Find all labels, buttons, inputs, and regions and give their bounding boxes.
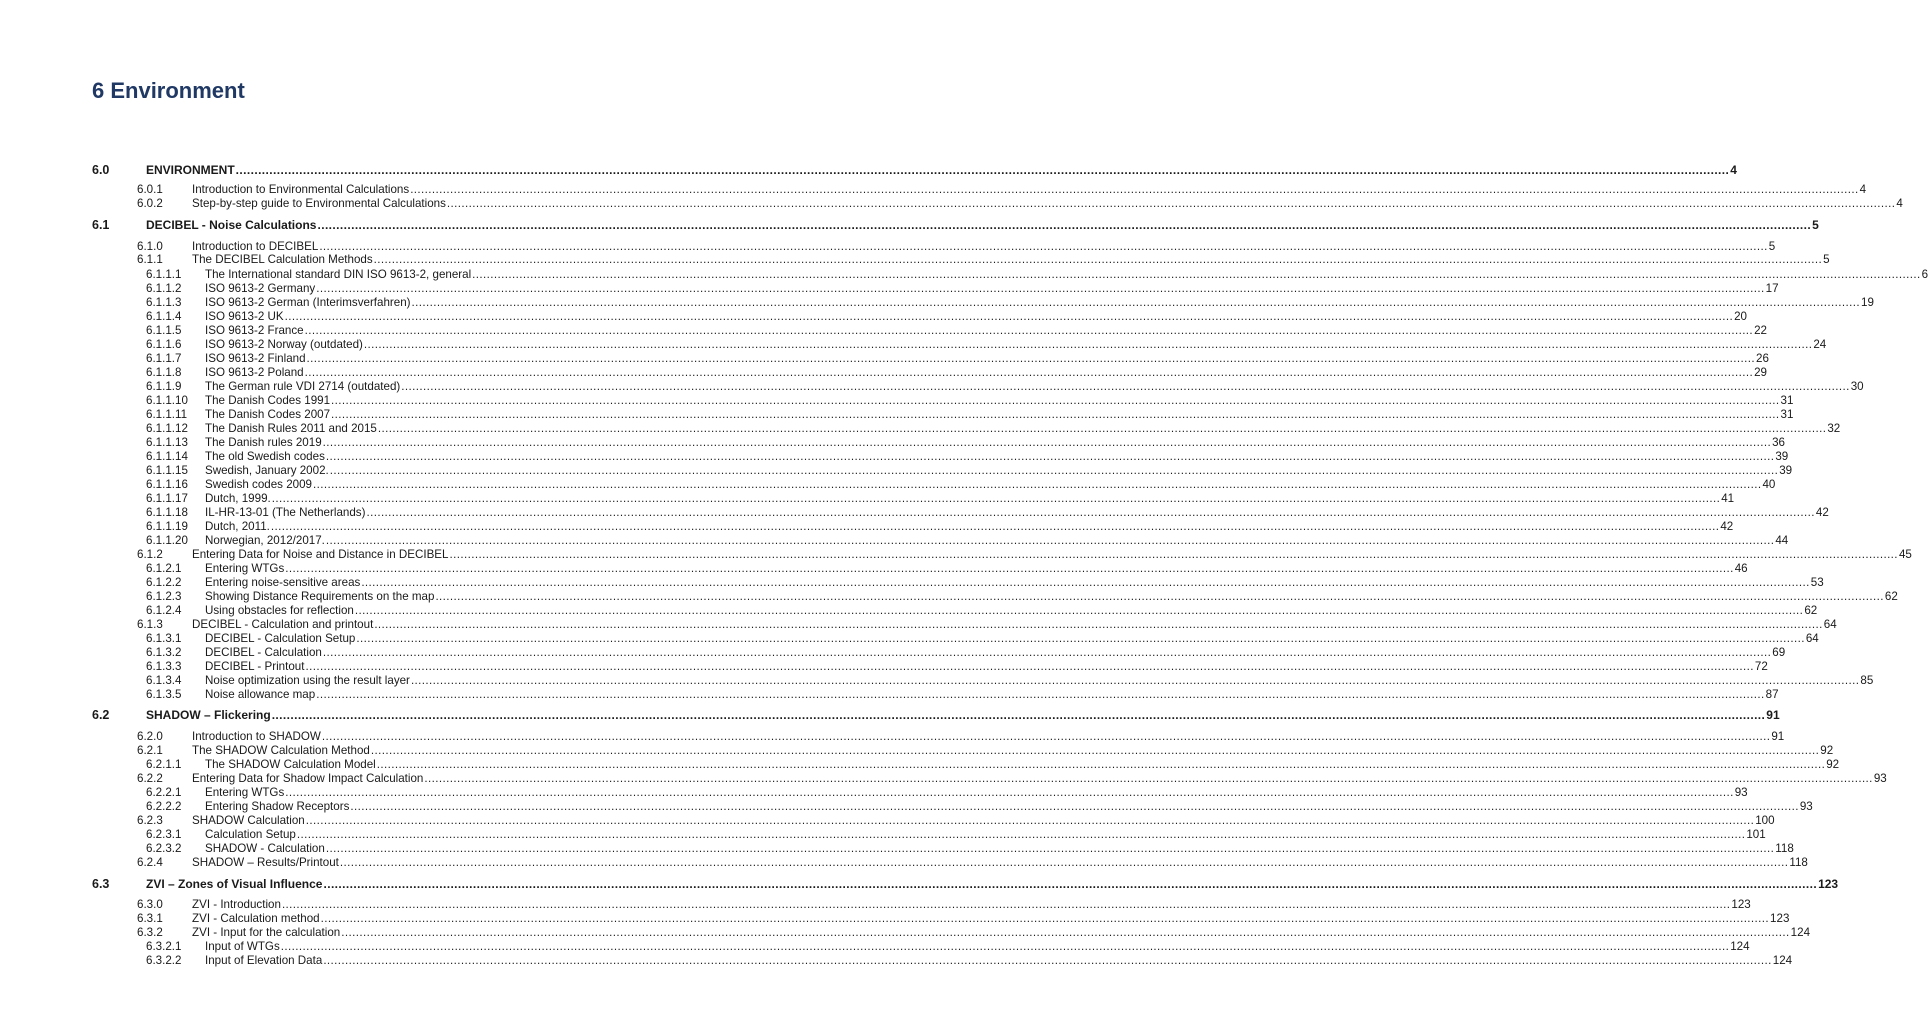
- toc-entry[interactable]: [137, 548, 1912, 562]
- toc-entry-page-number[interactable]: 42: [1815, 506, 1829, 519]
- toc-entry[interactable]: [146, 436, 1786, 450]
- toc-entry-title[interactable]: Entering Data for Shadow Impact Calculation: [192, 772, 424, 785]
- toc-entry-title[interactable]: Showing Distance Requirements on the map: [205, 590, 435, 603]
- toc-entry[interactable]: [146, 828, 1766, 842]
- toc-entry-number: 6.3.1: [137, 912, 163, 925]
- toc-entry-number: 6.3.2.2: [146, 954, 182, 967]
- toc-entry-page-number[interactable]: 31: [1780, 394, 1794, 407]
- toc-entry[interactable]: [146, 646, 1786, 660]
- toc-entry[interactable]: [137, 618, 1837, 632]
- dot-leader: ................................................................................................................................................................................................................................................................................................................................................................................................................: [373, 253, 1823, 266]
- toc-entry-title[interactable]: ZVI - Introduction: [192, 898, 281, 911]
- toc-entry[interactable]: [146, 310, 1747, 324]
- toc-entry-title[interactable]: ISO 9613-2 Germany: [205, 282, 316, 295]
- dot-leader: ................................................................................................................................................................................................................................................................................................................................................................................................................: [320, 912, 1770, 925]
- toc-entry-page-number[interactable]: 69: [1772, 646, 1786, 659]
- toc-entry[interactable]: [137, 240, 1776, 254]
- dot-leader: ................................................................................................................................................................................................................................................................................................................................................................................................................: [339, 856, 1789, 869]
- toc-entry-number: 6.1: [92, 218, 110, 232]
- toc-entry-number: 6.1.1.14: [146, 450, 188, 463]
- dot-leader: ................................................................................................................................................................................................................................................................................................................................................................................................................: [435, 590, 1884, 603]
- toc-entry-number: 6.2.3.1: [146, 828, 182, 841]
- toc-entry-page-number[interactable]: 92: [1826, 758, 1840, 771]
- dot-leader: ................................................................................................................................................................................................................................................................................................................................................................................................................: [354, 604, 1804, 617]
- toc-entry-number: 6.1.1.16: [146, 478, 188, 491]
- toc-entry-page-number[interactable]: 93: [1734, 786, 1748, 799]
- toc-entry-number: 6.1.1.11: [146, 408, 188, 421]
- toc-entry[interactable]: [146, 576, 1824, 590]
- dot-leader: ................................................................................................................................................................................................................................................................................................................................................................................................................: [296, 828, 1746, 841]
- toc-entry-page-number[interactable]: 29: [1754, 366, 1767, 379]
- toc-entry-title[interactable]: DECIBEL - Printout: [205, 660, 305, 673]
- toc-entry-title[interactable]: The Danish rules 2019: [205, 436, 322, 449]
- toc-entry-title[interactable]: ZVI - Input for the calculation: [192, 926, 341, 939]
- dot-leader: ................................................................................................................................................................................................................................................................................................................................................................................................................: [410, 183, 1859, 196]
- toc-entry-title[interactable]: ISO 9613-2 German (Interimsverfahren): [205, 296, 411, 309]
- toc-entry-page-number[interactable]: 39: [1779, 464, 1793, 477]
- toc-entry[interactable]: [137, 912, 1790, 926]
- toc-entry-page-number[interactable]: 6: [1921, 268, 1928, 281]
- toc-entry-number: 6.3: [92, 877, 110, 891]
- toc-entry-number: 6.1.1.20: [146, 534, 188, 547]
- toc-entry[interactable]: [137, 814, 1775, 828]
- toc-entry-page-number[interactable]: 32: [1827, 422, 1841, 435]
- toc-entry-number: 6.2.2.1: [146, 786, 182, 799]
- toc-entry-number: 6.2.4: [137, 856, 163, 869]
- dot-leader: ................................................................................................................................................................................................................................................................................................................................................................................................................: [316, 688, 1765, 701]
- toc-entry-number: 6.1.1.6: [146, 338, 182, 351]
- toc-entry[interactable]: [146, 562, 1748, 576]
- toc-entry-number: 6.1.3: [137, 618, 163, 631]
- toc-entry-number: 6.1.1.9: [146, 380, 182, 393]
- toc-entry-page-number[interactable]: 85: [1860, 674, 1874, 687]
- toc-entry-number: 6.1.2.1: [146, 562, 182, 575]
- toc-entry[interactable]: [92, 218, 1819, 232]
- toc-entry[interactable]: [137, 898, 1751, 912]
- toc-entry[interactable]: [146, 268, 1928, 282]
- toc-entry[interactable]: [137, 253, 1830, 267]
- dot-leader: ................................................................................................................................................................................................................................................................................................................................................................................................................: [271, 492, 1721, 505]
- dot-leader: ................................................................................................................................................................................................................................................................................................................................................................................................................: [323, 954, 1772, 967]
- chapter-title: 6 Environment: [92, 78, 245, 103]
- dot-leader: ................................................................................................................................................................................................................................................................................................................................................................................................................: [401, 380, 1850, 393]
- dot-leader: ................................................................................................................................................................................................................................................................................................................................................................................................................: [313, 478, 1762, 491]
- toc-entry-page-number[interactable]: 64: [1805, 632, 1819, 645]
- toc-entry-title[interactable]: The DECIBEL Calculation Methods: [192, 253, 373, 266]
- toc-entry-page-number[interactable]: 92: [1820, 744, 1834, 757]
- toc-entry-page-number[interactable]: 19: [1861, 296, 1874, 309]
- toc-entry[interactable]: [92, 877, 1839, 891]
- dot-leader: ................................................................................................................................................................................................................................................................................................................................................................................................................: [331, 394, 1780, 407]
- toc-entry-page-number[interactable]: 118: [1775, 842, 1794, 855]
- dot-leader: ................................................................................................................................................................................................................................................................................................................................................................................................................: [304, 324, 1754, 337]
- toc-entry-number: 6.1.1.15: [146, 464, 188, 477]
- toc-entry-number: 6.1.1.2: [146, 282, 182, 295]
- toc-entry-number: 6.2.3.2: [146, 842, 182, 855]
- toc-entry-number: 6.1.1.8: [146, 366, 182, 379]
- toc-entry-title[interactable]: DECIBEL - Calculation and printout: [192, 618, 374, 631]
- toc-entry-page-number[interactable]: 40: [1762, 478, 1776, 491]
- dot-leader: ................................................................................................................................................................................................................................................................................................................................................................................................................: [280, 940, 1730, 953]
- toc-entry[interactable]: [146, 632, 1819, 646]
- toc-entry-page-number[interactable]: 91: [1771, 730, 1785, 743]
- toc-entry-title[interactable]: SHADOW – Results/Printout: [192, 856, 339, 869]
- toc-entry-number: 6.1.3.2: [146, 646, 182, 659]
- toc-entry-title[interactable]: SHADOW Calculation: [192, 814, 305, 827]
- toc-entry[interactable]: [146, 534, 1789, 548]
- toc-entry[interactable]: [146, 604, 1818, 618]
- toc-entry[interactable]: [146, 324, 1767, 338]
- toc-entry-title[interactable]: Noise optimization using the result layer: [205, 674, 410, 687]
- toc-entry-number: 6.0.1: [137, 183, 163, 196]
- toc-entry-title[interactable]: The Danish Rules 2011 and 2015: [205, 422, 377, 435]
- toc-entry-page-number[interactable]: 17: [1765, 282, 1779, 295]
- toc-entry-page-number[interactable]: 124: [1790, 926, 1811, 939]
- toc-entry[interactable]: [146, 758, 1840, 772]
- toc-entry[interactable]: [146, 338, 1827, 352]
- toc-entry-page-number[interactable]: 24: [1813, 338, 1827, 351]
- toc-entry-number: 6.3.2.1: [146, 940, 182, 953]
- toc-entry-page-number[interactable]: 53: [1810, 576, 1824, 589]
- dot-leader: ................................................................................................................................................................................................................................................................................................................................................................................................................: [281, 898, 1731, 911]
- toc-entry-title[interactable]: Input of WTGs: [205, 940, 280, 953]
- toc-entry-title[interactable]: Introduction to SHADOW: [192, 730, 321, 743]
- dot-leader: ................................................................................................................................................................................................................................................................................................................................................................................................................: [235, 163, 1730, 177]
- dot-leader: ................................................................................................................................................................................................................................................................................................................................................................................................................: [304, 366, 1754, 379]
- dot-leader: ................................................................................................................................................................................................................................................................................................................................................................................................................: [446, 197, 1896, 210]
- toc-entry-number: 6.1.1.1: [146, 268, 182, 281]
- toc-entry[interactable]: [92, 708, 1780, 722]
- toc-entry-page-number[interactable]: 46: [1734, 562, 1748, 575]
- toc-entry-page-number[interactable]: 101: [1746, 828, 1766, 841]
- toc-entry-number: 6.2.2: [137, 772, 163, 785]
- toc-entry-page-number[interactable]: 30: [1850, 380, 1864, 393]
- toc-entry-page-number[interactable]: 26: [1756, 352, 1769, 365]
- toc-entry[interactable]: [146, 842, 1794, 856]
- toc-entry-title[interactable]: ISO 9613-2 Finland: [205, 352, 306, 365]
- toc-entry-number: 6.1.2.4: [146, 604, 182, 617]
- toc-entry-title[interactable]: Input of Elevation Data: [205, 954, 323, 967]
- dot-leader: ................................................................................................................................................................................................................................................................................................................................................................................................................: [361, 576, 1810, 589]
- toc-entry[interactable]: [146, 954, 1793, 968]
- toc-entry-number: 6.1.1.18: [146, 506, 188, 519]
- toc-entry[interactable]: [146, 660, 1768, 674]
- toc-entry-number: 6.1.1.17: [146, 492, 188, 505]
- dot-leader: ................................................................................................................................................................................................................................................................................................................................................................................................................: [411, 296, 1860, 309]
- toc-entry-number: 6.1.1.4: [146, 310, 182, 323]
- toc-entry[interactable]: [146, 366, 1767, 380]
- toc-entry-number: 6.2.1: [137, 744, 163, 757]
- dot-leader: ................................................................................................................................................................................................................................................................................................................................................................................................................: [325, 842, 1775, 855]
- toc-entry[interactable]: [146, 282, 1779, 296]
- toc-entry-title[interactable]: ISO 9613-2 Norway (outdated): [205, 338, 363, 351]
- dot-leader: ................................................................................................................................................................................................................................................................................................................................................................................................................: [350, 800, 1799, 813]
- toc-entry-number: 6.2: [92, 708, 110, 722]
- toc-entry-title[interactable]: The International standard DIN ISO 9613-2, general: [205, 268, 472, 281]
- toc-entry-number: 6.1.3.4: [146, 674, 182, 687]
- toc-entry-page-number[interactable]: 20: [1734, 310, 1747, 323]
- dot-leader: ................................................................................................................................................................................................................................................................................................................................................................................................................: [325, 534, 1775, 547]
- dot-leader: ................................................................................................................................................................................................................................................................................................................................................................................................................: [306, 352, 1755, 365]
- dot-leader: ................................................................................................................................................................................................................................................................................................................................................................................................................: [366, 506, 1815, 519]
- toc-entry-number: 6.1.1.13: [146, 436, 188, 449]
- dot-leader: ................................................................................................................................................................................................................................................................................................................................................................................................................: [424, 772, 1873, 785]
- toc-entry-title[interactable]: Swedish codes 2009: [205, 478, 312, 491]
- toc-entry-number: 6.3.0: [137, 898, 163, 911]
- dot-leader: ................................................................................................................................................................................................................................................................................................................................................................................................................: [316, 282, 1765, 295]
- toc-entry[interactable]: [146, 394, 1794, 408]
- toc-entry-number: 6.2.3: [137, 814, 163, 827]
- dot-leader: ................................................................................................................................................................................................................................................................................................................................................................................................................: [285, 786, 1734, 799]
- toc-entry-number: 6.3.2: [137, 926, 163, 939]
- toc-entry-title[interactable]: Entering WTGs: [205, 562, 285, 575]
- toc-entry-page-number[interactable]: 5: [1812, 218, 1819, 232]
- toc-entry-page-number[interactable]: 39: [1775, 450, 1789, 463]
- dot-leader: ................................................................................................................................................................................................................................................................................................................................................................................................................: [322, 646, 1772, 659]
- dot-leader: ................................................................................................................................................................................................................................................................................................................................................................................................................: [377, 422, 1827, 435]
- toc-entry-number: 6.0: [92, 163, 110, 177]
- toc-entry[interactable]: [137, 730, 1785, 744]
- toc-entry-page-number[interactable]: 93: [1799, 800, 1813, 813]
- dot-leader: ................................................................................................................................................................................................................................................................................................................................................................................................................: [356, 632, 1805, 645]
- toc-entry-page-number[interactable]: 5: [1768, 240, 1776, 253]
- toc-entry-page-number[interactable]: 87: [1765, 688, 1779, 701]
- toc-entry-number: 6.1.1: [137, 253, 163, 266]
- toc-entry[interactable]: [146, 506, 1829, 520]
- toc-entry-number: 6.1.1.19: [146, 520, 188, 533]
- toc-entry-title[interactable]: DECIBEL - Calculation: [205, 646, 322, 659]
- toc-entry[interactable]: [146, 688, 1779, 702]
- toc-entry[interactable]: [146, 520, 1734, 534]
- toc-entry-page-number[interactable]: 100: [1755, 814, 1775, 827]
- toc-entry-title[interactable]: Norwegian, 2012/2017.: [205, 534, 325, 547]
- toc-entry-title[interactable]: IL-HR-13-01 (The Netherlands): [205, 506, 366, 519]
- toc-entry[interactable]: [146, 464, 1793, 478]
- toc-entry-page-number[interactable]: 62: [1884, 590, 1898, 603]
- dot-leader: ................................................................................................................................................................................................................................................................................................................................................................................................................: [341, 926, 1790, 939]
- dot-leader: ................................................................................................................................................................................................................................................................................................................................................................................................................: [305, 660, 1754, 673]
- toc-entry[interactable]: [146, 380, 1864, 394]
- dot-leader: ................................................................................................................................................................................................................................................................................................................................................................................................................: [449, 548, 1898, 561]
- toc-entry-title[interactable]: The SHADOW Calculation Model: [205, 758, 376, 771]
- dot-leader: ................................................................................................................................................................................................................................................................................................................................................................................................................: [329, 464, 1779, 477]
- toc-entry-page-number[interactable]: 41: [1721, 492, 1735, 505]
- dot-leader: ................................................................................................................................................................................................................................................................................................................................................................................................................: [285, 562, 1734, 575]
- toc-entry-page-number[interactable]: 42: [1720, 520, 1734, 533]
- toc-entry-title[interactable]: Entering WTGs: [205, 786, 285, 799]
- toc-entry-number: 6.1.1.3: [146, 296, 182, 309]
- toc-entry-title[interactable]: Entering Data for Noise and Distance in DECIBEL: [192, 548, 449, 561]
- dot-leader: ................................................................................................................................................................................................................................................................................................................................................................................................................: [284, 310, 1734, 323]
- toc-entry-page-number[interactable]: 124: [1772, 954, 1793, 967]
- toc-entry[interactable]: [146, 492, 1735, 506]
- toc-entry[interactable]: [146, 422, 1841, 436]
- toc-entry-page-number[interactable]: 4: [1859, 183, 1867, 196]
- toc-entry-page-number[interactable]: 36: [1772, 436, 1786, 449]
- toc-entry-title[interactable]: ZVI – Zones of Visual Influence: [146, 877, 323, 891]
- toc-entry[interactable]: [137, 197, 1903, 211]
- dot-leader: ................................................................................................................................................................................................................................................................................................................................................................................................................: [363, 338, 1813, 351]
- toc-entry-page-number[interactable]: 31: [1780, 408, 1794, 421]
- toc-entry-number: 6.1.2.3: [146, 590, 182, 603]
- toc-entry-number: 6.1.1.5: [146, 324, 182, 337]
- toc-entry-title[interactable]: Entering Shadow Receptors: [205, 800, 350, 813]
- toc-entry-title[interactable]: The SHADOW Calculation Method: [192, 744, 370, 757]
- toc-entry-title[interactable]: ISO 9613-2 UK: [205, 310, 284, 323]
- toc-entry-page-number[interactable]: 123: [1731, 898, 1751, 911]
- toc-entry-page-number[interactable]: 64: [1823, 618, 1837, 631]
- toc-entry-title[interactable]: Calculation Setup: [205, 828, 296, 841]
- toc-entry-title[interactable]: ISO 9613-2 France: [205, 324, 304, 337]
- dot-leader: ................................................................................................................................................................................................................................................................................................................................................................................................................: [322, 436, 1772, 449]
- toc-entry-title[interactable]: SHADOW – Flickering: [146, 708, 271, 722]
- toc-entry-page-number[interactable]: 72: [1754, 660, 1768, 673]
- toc-entry[interactable]: [146, 296, 1874, 310]
- toc-entry-title[interactable]: The German rule VDI 2714 (outdated): [205, 380, 401, 393]
- toc-entry-title[interactable]: ENVIRONMENT: [146, 163, 235, 177]
- toc-entry-title[interactable]: Swedish, January 2002.: [205, 464, 329, 477]
- dot-leader: ................................................................................................................................................................................................................................................................................................................................................................................................................: [271, 708, 1766, 722]
- toc-entry[interactable]: [137, 744, 1834, 758]
- toc-entry-page-number[interactable]: 62: [1804, 604, 1818, 617]
- toc-entry-number: 6.1.1.10: [146, 394, 188, 407]
- toc-entry-page-number[interactable]: 91: [1766, 708, 1780, 722]
- dot-leader: ................................................................................................................................................................................................................................................................................................................................................................................................................: [270, 520, 1720, 533]
- toc-entry-title[interactable]: Entering noise-sensitive areas: [205, 576, 361, 589]
- toc-entry-page-number[interactable]: 124: [1730, 940, 1750, 953]
- toc-entry-title[interactable]: Noise allowance map: [205, 688, 316, 701]
- toc-entry-page-number[interactable]: 4: [1730, 163, 1737, 177]
- toc-entry-title[interactable]: SHADOW - Calculation: [205, 842, 325, 855]
- toc-entry-page-number[interactable]: 22: [1754, 324, 1767, 337]
- toc-entry-number: 6.1.3.5: [146, 688, 182, 701]
- toc-entry[interactable]: [146, 800, 1813, 814]
- toc-entry-title[interactable]: ISO 9613-2 Poland: [205, 366, 304, 379]
- toc-entry-title[interactable]: Step-by-step guide to Environmental Calculations: [192, 197, 446, 210]
- toc-entry[interactable]: [146, 590, 1898, 604]
- toc-entry-page-number[interactable]: 44: [1775, 534, 1789, 547]
- toc-entry-page-number[interactable]: 5: [1823, 253, 1830, 266]
- toc-entry-number: 6.1.2: [137, 548, 163, 561]
- toc-entry-number: 6.1.2.2: [146, 576, 182, 589]
- toc-entry-title[interactable]: Introduction to DECIBEL: [192, 240, 319, 253]
- dot-leader: ................................................................................................................................................................................................................................................................................................................................................................................................................: [376, 758, 1826, 771]
- toc-entry-number: 6.2.0: [137, 730, 163, 743]
- toc-entry-number: 6.2.2.2: [146, 800, 182, 813]
- toc-entry-number: 6.1.1.12: [146, 422, 188, 435]
- dot-leader: ................................................................................................................................................................................................................................................................................................................................................................................................................: [325, 450, 1775, 463]
- toc-entry[interactable]: [146, 352, 1769, 366]
- toc-entry-page-number[interactable]: 4: [1896, 197, 1903, 210]
- toc-entry-title[interactable]: The Danish Codes 2007: [205, 408, 331, 421]
- dot-leader: ................................................................................................................................................................................................................................................................................................................................................................................................................: [305, 814, 1755, 827]
- toc-entry[interactable]: [146, 450, 1789, 464]
- toc-entry-number: 6.1.0: [137, 240, 163, 253]
- dot-leader: ................................................................................................................................................................................................................................................................................................................................................................................................................: [317, 218, 1812, 232]
- toc-entry[interactable]: [137, 856, 1808, 870]
- toc-entry-page-number[interactable]: 45: [1898, 548, 1912, 561]
- toc-entry[interactable]: [137, 183, 1867, 197]
- toc-entry[interactable]: [92, 163, 1737, 177]
- toc-entry-page-number[interactable]: 118: [1789, 856, 1808, 869]
- dot-leader: ................................................................................................................................................................................................................................................................................................................................................................................................................: [472, 268, 1921, 281]
- toc-entry-title[interactable]: Using obstacles for reflection: [205, 604, 354, 617]
- toc-entry-number: 6.0.2: [137, 197, 163, 210]
- toc-entry-title[interactable]: Introduction to Environmental Calculations: [192, 183, 410, 196]
- toc-entry-title[interactable]: The Danish Codes 1991: [205, 394, 331, 407]
- toc-entry[interactable]: [146, 408, 1794, 422]
- toc-entry-title[interactable]: The old Swedish codes: [205, 450, 325, 463]
- dot-leader: ................................................................................................................................................................................................................................................................................................................................................................................................................: [319, 240, 1768, 253]
- dot-leader: ................................................................................................................................................................................................................................................................................................................................................................................................................: [331, 408, 1780, 421]
- toc-entry[interactable]: [137, 926, 1811, 940]
- toc-entry-title[interactable]: ZVI - Calculation method: [192, 912, 320, 925]
- toc-entry-page-number[interactable]: 93: [1873, 772, 1887, 785]
- toc-entry-page-number[interactable]: 123: [1818, 877, 1839, 891]
- dot-leader: ................................................................................................................................................................................................................................................................................................................................................................................................................: [370, 744, 1820, 757]
- toc-entry-title[interactable]: DECIBEL - Noise Calculations: [146, 218, 317, 232]
- toc-entry-title[interactable]: Dutch, 2011.: [205, 520, 270, 533]
- dot-leader: ................................................................................................................................................................................................................................................................................................................................................................................................................: [321, 730, 1771, 743]
- dot-leader: ................................................................................................................................................................................................................................................................................................................................................................................................................: [410, 674, 1860, 687]
- toc-entry-number: 6.1.3.1: [146, 632, 182, 645]
- toc-entry-title[interactable]: DECIBEL - Calculation Setup: [205, 632, 356, 645]
- toc-entry-title[interactable]: Dutch, 1999.: [205, 492, 271, 505]
- toc-entry[interactable]: [146, 940, 1750, 954]
- dot-leader: ................................................................................................................................................................................................................................................................................................................................................................................................................: [374, 618, 1823, 631]
- toc-entry-page-number[interactable]: 123: [1770, 912, 1790, 925]
- dot-leader: ................................................................................................................................................................................................................................................................................................................................................................................................................: [323, 877, 1818, 891]
- toc-entry[interactable]: [146, 786, 1748, 800]
- toc-entry-number: 6.2.1.1: [146, 758, 182, 771]
- toc-entry-number: 6.1.1.7: [146, 352, 182, 365]
- toc-entry[interactable]: [146, 674, 1874, 688]
- toc-entry[interactable]: [146, 478, 1776, 492]
- toc-entry-number: 6.1.3.3: [146, 660, 182, 673]
- toc-entry[interactable]: [137, 772, 1887, 786]
